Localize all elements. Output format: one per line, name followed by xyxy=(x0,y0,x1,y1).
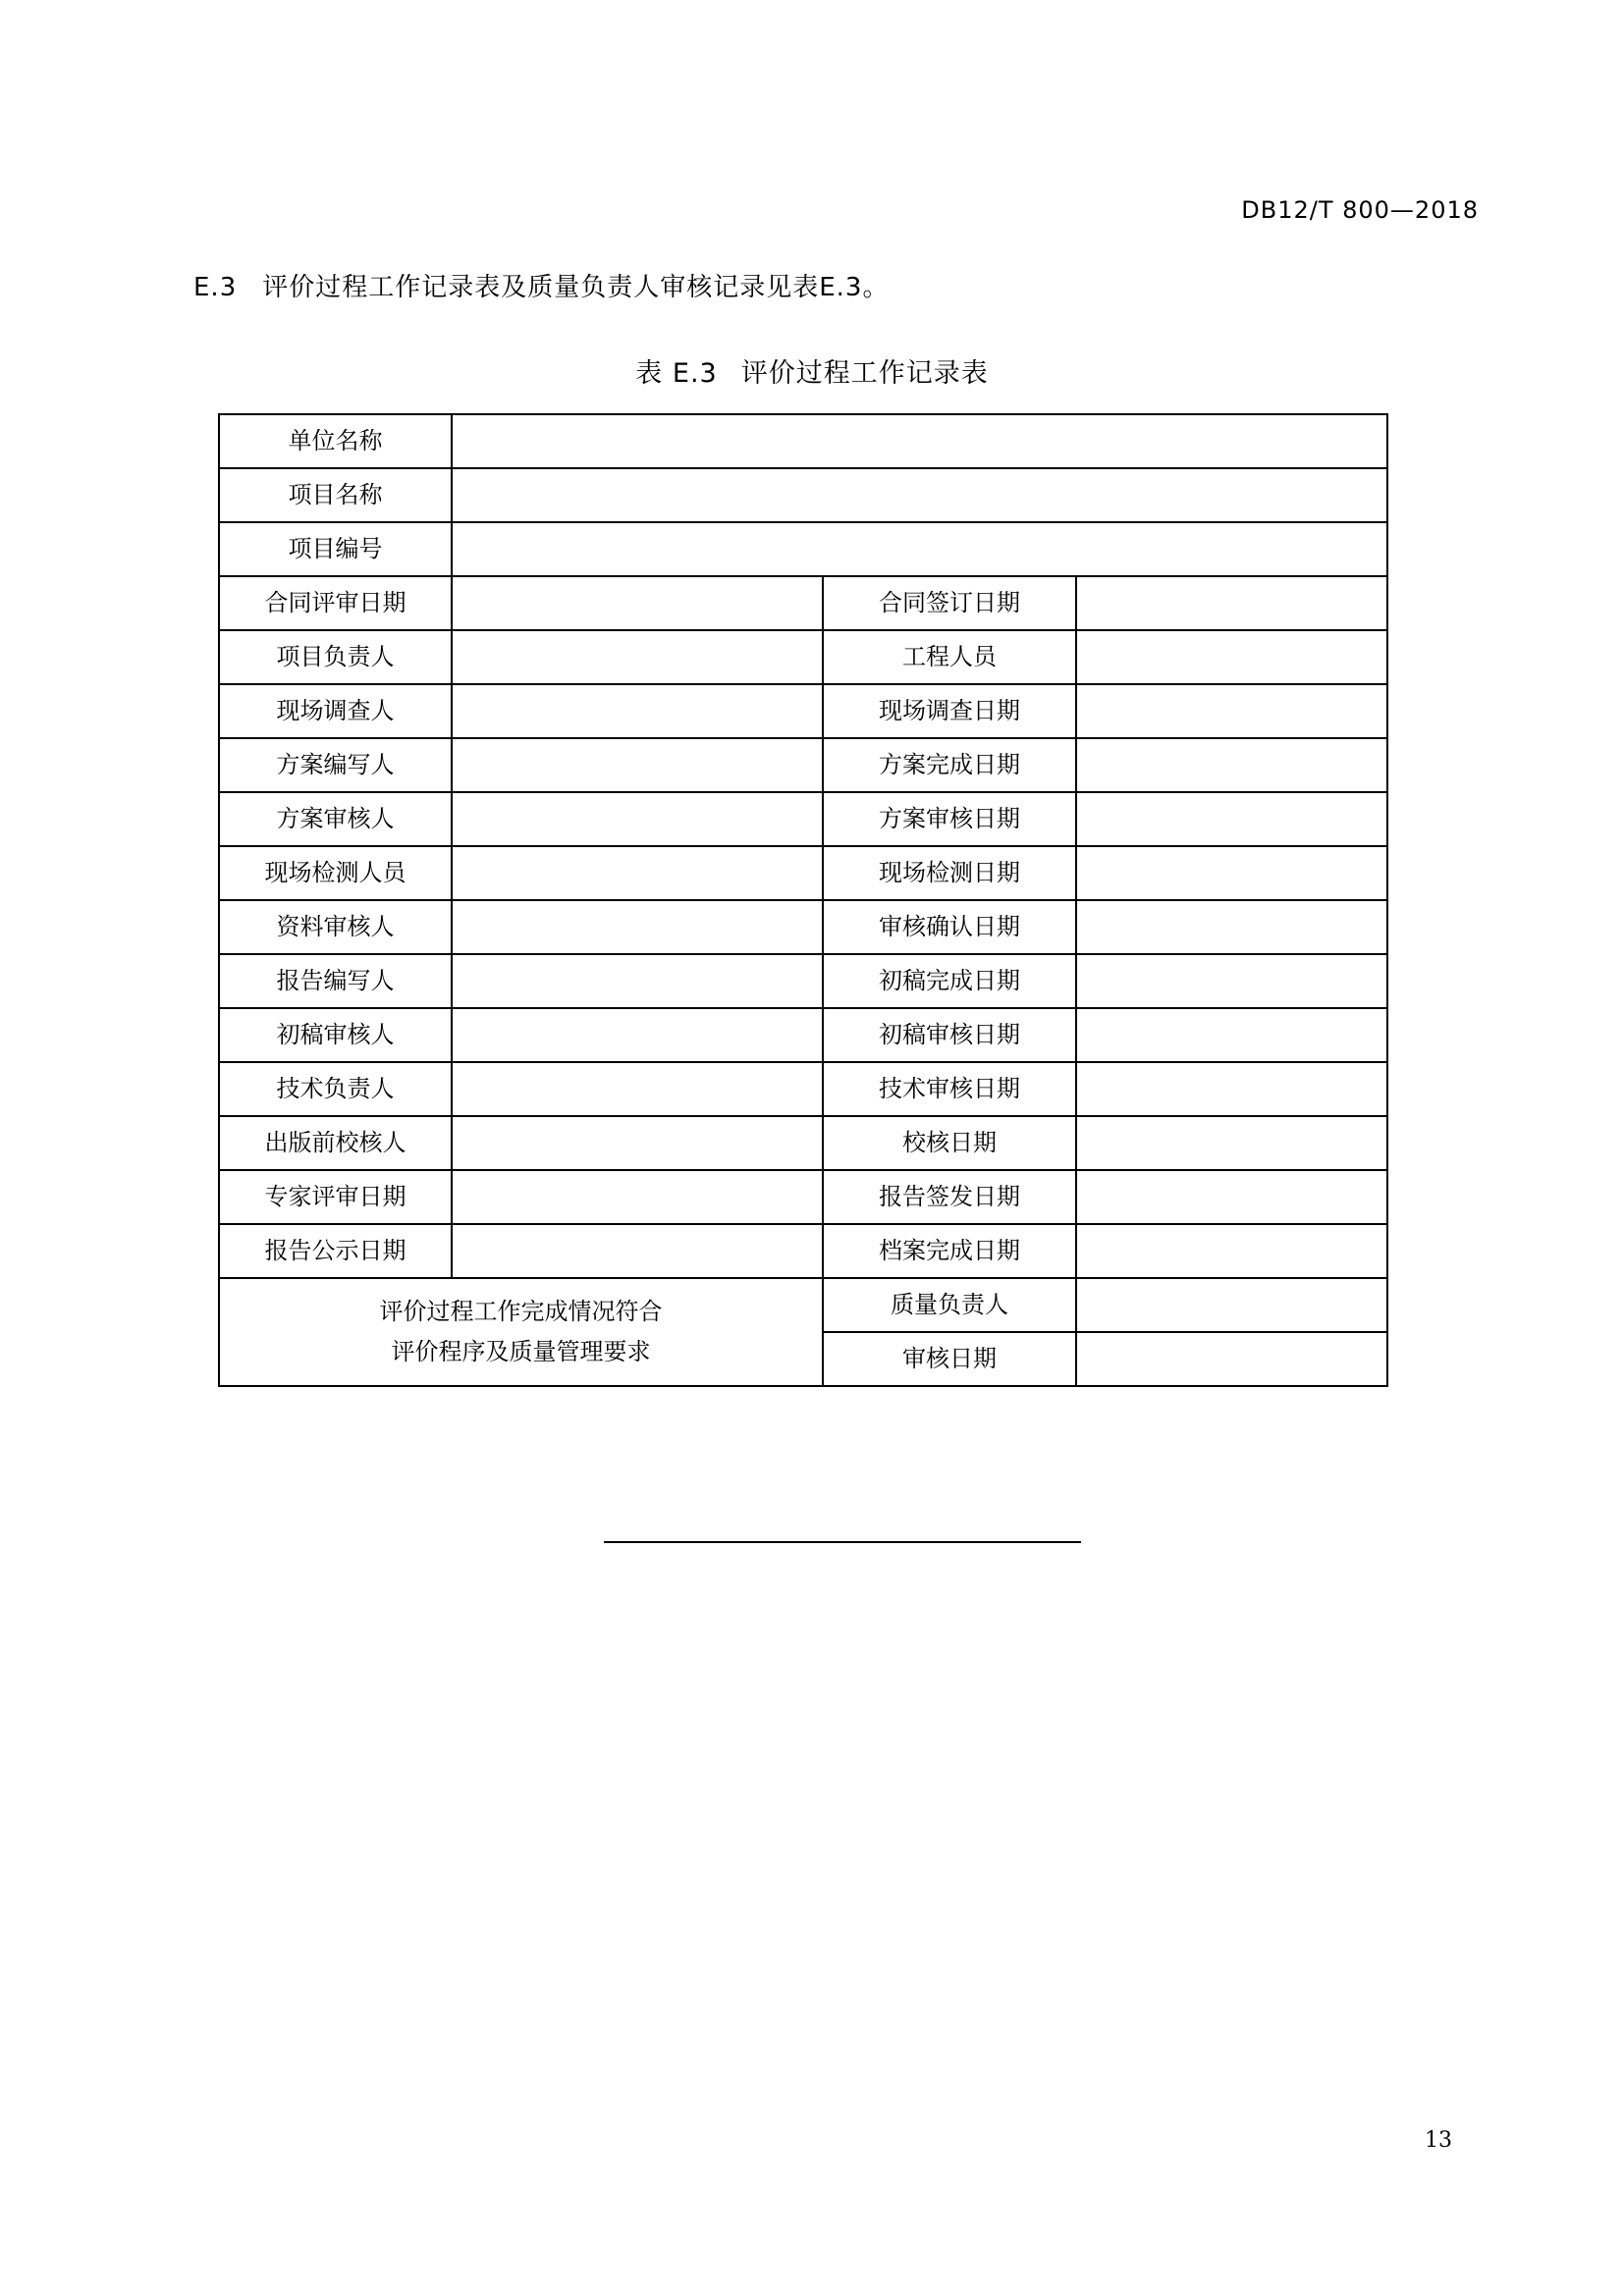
row-label: 现场检测日期 xyxy=(823,846,1076,900)
report-publicity-date-field[interactable] xyxy=(452,1224,823,1278)
unit-name-field[interactable] xyxy=(452,414,1387,468)
table-row xyxy=(219,1224,1387,1278)
row-label: 项目名称 xyxy=(219,468,452,522)
draft-review-date-field[interactable] xyxy=(1076,1008,1387,1062)
row-label: 方案审核人 xyxy=(219,792,452,846)
contract-sign-date-field[interactable] xyxy=(1076,576,1387,630)
row-label: 初稿审核人 xyxy=(219,1008,452,1062)
row-label: 专家评审日期 xyxy=(219,1170,452,1224)
table-row xyxy=(219,1008,1387,1062)
plan-writer-field[interactable] xyxy=(452,738,823,792)
site-investigator-field[interactable] xyxy=(452,684,823,738)
table-row xyxy=(219,414,1387,468)
report-issue-date-field[interactable] xyxy=(1076,1170,1387,1224)
row-label: 单位名称 xyxy=(219,414,452,468)
row-label: 校核日期 xyxy=(823,1116,1076,1170)
row-label: 资料审核人 xyxy=(219,900,452,954)
project-number-field[interactable] xyxy=(452,522,1387,576)
table-row xyxy=(219,1170,1387,1224)
table-row xyxy=(219,1062,1387,1116)
row-label: 报告签发日期 xyxy=(823,1170,1076,1224)
table-title: 评价过程工作记录表 xyxy=(740,358,989,389)
table-row xyxy=(219,468,1387,522)
prepublication-checker-field[interactable] xyxy=(452,1116,823,1170)
row-label: 合同签订日期 xyxy=(823,576,1076,630)
row-label: 出版前校核人 xyxy=(219,1116,452,1170)
evaluation-work-record-table xyxy=(218,413,1388,1387)
table-row xyxy=(219,522,1387,576)
expert-review-date-field[interactable] xyxy=(452,1170,823,1224)
site-investigation-date-field[interactable] xyxy=(1076,684,1387,738)
contract-review-date-field[interactable] xyxy=(452,576,823,630)
document-code: DB12/T 800—2018 xyxy=(1241,196,1479,224)
plan-reviewer-field[interactable] xyxy=(452,792,823,846)
table-number: 表 E.3 xyxy=(635,358,718,389)
table-row xyxy=(219,630,1387,684)
clause-number: E.3 xyxy=(193,273,238,302)
table-row xyxy=(219,846,1387,900)
row-label: 技术负责人 xyxy=(219,1062,452,1116)
row-label: 方案审核日期 xyxy=(823,792,1076,846)
project-name-field[interactable] xyxy=(452,468,1387,522)
clause-text: 评价过程工作记录表及质量负责人审核记录见表E.3。 xyxy=(262,273,890,302)
row-label: 初稿完成日期 xyxy=(823,954,1076,1008)
table-row xyxy=(219,738,1387,792)
table-row xyxy=(219,900,1387,954)
row-label: 审核日期 xyxy=(823,1332,1076,1386)
row-label: 审核确认日期 xyxy=(823,900,1076,954)
page-number: 13 xyxy=(1425,2128,1452,2153)
technical-review-date-field[interactable] xyxy=(1076,1062,1387,1116)
document-reviewer-field[interactable] xyxy=(452,900,823,954)
quality-review-date-field[interactable] xyxy=(1076,1332,1387,1386)
check-date-field[interactable] xyxy=(1076,1116,1387,1170)
compliance-note-line2: 评价程序及质量管理要求 xyxy=(391,1338,651,1365)
quality-compliance-note xyxy=(219,1278,823,1386)
plan-completion-date-field[interactable] xyxy=(1076,738,1387,792)
end-of-table-rule xyxy=(604,1541,1081,1543)
row-label: 现场检测人员 xyxy=(219,846,452,900)
engineering-staff-field[interactable] xyxy=(1076,630,1387,684)
draft-completion-date-field[interactable] xyxy=(1076,954,1387,1008)
row-label: 工程人员 xyxy=(823,630,1076,684)
table-row xyxy=(219,792,1387,846)
row-label: 质量负责人 xyxy=(823,1278,1076,1332)
row-label: 档案完成日期 xyxy=(823,1224,1076,1278)
draft-reviewer-field[interactable] xyxy=(452,1008,823,1062)
table-row xyxy=(219,954,1387,1008)
review-confirm-date-field[interactable] xyxy=(1076,900,1387,954)
row-label: 技术审核日期 xyxy=(823,1062,1076,1116)
table-row xyxy=(219,684,1387,738)
table-row xyxy=(219,1278,1387,1332)
project-leader-field[interactable] xyxy=(452,630,823,684)
table-row xyxy=(219,576,1387,630)
row-label: 合同评审日期 xyxy=(219,576,452,630)
row-label: 报告公示日期 xyxy=(219,1224,452,1278)
table-caption xyxy=(0,351,1624,390)
row-label: 现场调查人 xyxy=(219,684,452,738)
site-inspection-date-field[interactable] xyxy=(1076,846,1387,900)
clause-e3 xyxy=(193,267,889,303)
row-label: 项目编号 xyxy=(219,522,452,576)
row-label: 方案编写人 xyxy=(219,738,452,792)
archive-completion-date-field[interactable] xyxy=(1076,1224,1387,1278)
row-label: 现场调查日期 xyxy=(823,684,1076,738)
report-writer-field[interactable] xyxy=(452,954,823,1008)
row-label: 方案完成日期 xyxy=(823,738,1076,792)
quality-manager-field[interactable] xyxy=(1076,1278,1387,1332)
technical-leader-field[interactable] xyxy=(452,1062,823,1116)
site-inspector-field[interactable] xyxy=(452,846,823,900)
row-label: 初稿审核日期 xyxy=(823,1008,1076,1062)
table-row xyxy=(219,1116,1387,1170)
plan-review-date-field[interactable] xyxy=(1076,792,1387,846)
compliance-note-line1: 评价过程工作完成情况符合 xyxy=(379,1298,663,1326)
row-label: 项目负责人 xyxy=(219,630,452,684)
row-label: 报告编写人 xyxy=(219,954,452,1008)
